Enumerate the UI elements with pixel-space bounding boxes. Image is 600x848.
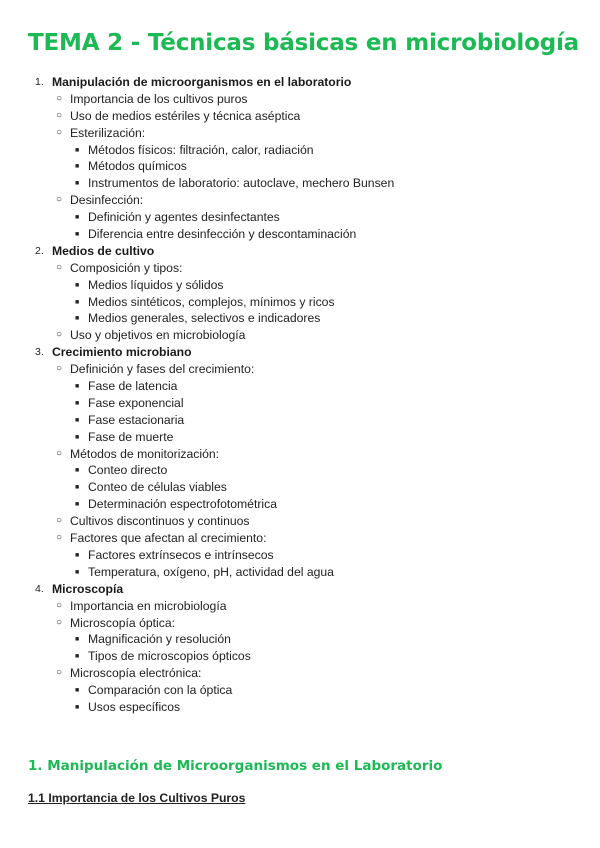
square-bullet-icon: ■ xyxy=(75,146,80,154)
outline-subitem xyxy=(0,446,600,463)
outline-detail-item xyxy=(0,209,600,226)
outline-subitem xyxy=(0,361,600,378)
square-bullet-icon: ■ xyxy=(75,467,80,475)
outline-item-text: Microscopía xyxy=(52,581,124,596)
square-bullet-icon: ■ xyxy=(75,636,80,644)
outline-section-item xyxy=(0,344,600,361)
outline-item-text: Instrumentos de laboratorio: autoclave, mechero Bunsen xyxy=(88,176,395,191)
outline-subitem xyxy=(0,108,600,125)
hollow-circle-bullet-icon: ○ xyxy=(56,599,63,611)
outline-item-text: Composición y tipos: xyxy=(70,260,183,275)
square-bullet-icon: ■ xyxy=(75,551,80,559)
outline-detail-item xyxy=(0,479,600,496)
outline-item-text: Conteo de células viables xyxy=(88,480,227,495)
outline-item-text: Crecimiento microbiano xyxy=(52,345,192,360)
square-bullet-icon: ■ xyxy=(75,687,80,695)
outline-item-text: Conteo directo xyxy=(88,463,168,478)
outline-item-text: Cultivos discontinuos y continuos xyxy=(70,514,250,529)
outline-detail-item xyxy=(0,429,600,446)
outline-item-text: Esterilización: xyxy=(70,125,146,140)
outline-item-text: Fase de latencia xyxy=(88,379,178,394)
outline-item-text: Magnificación y resolución xyxy=(88,632,231,647)
outline-subitem xyxy=(0,598,600,615)
section-heading: 1. Manipulación de Microorganismos en el Laboratorio xyxy=(28,758,443,774)
hollow-circle-bullet-icon: ○ xyxy=(56,92,63,104)
outline-item-text: Determinación espectrofotométrica xyxy=(88,497,277,512)
square-bullet-icon: ■ xyxy=(75,180,80,188)
outline-subitem xyxy=(0,665,600,682)
outline-detail-item xyxy=(0,142,600,159)
outline-detail-item xyxy=(0,395,600,412)
outline-section-item xyxy=(0,74,600,91)
outline-subitem xyxy=(0,615,600,632)
outline-item-text: Tipos de microscopios ópticos xyxy=(88,649,251,664)
square-bullet-icon: ■ xyxy=(75,214,80,222)
square-bullet-icon: ■ xyxy=(75,163,80,171)
list-number: 1. xyxy=(35,76,44,88)
outline-item-text: Diferencia entre desinfección y descontaminación xyxy=(88,227,357,242)
outline-detail-item xyxy=(0,378,600,395)
outline-detail-item xyxy=(0,310,600,327)
outline-item-text: Medios líquidos y sólidos xyxy=(88,277,224,292)
hollow-circle-bullet-icon: ○ xyxy=(56,616,63,628)
outline-item-text: Manipulación de microorganismos en el laboratorio xyxy=(52,75,352,89)
square-bullet-icon: ■ xyxy=(75,231,80,239)
square-bullet-icon: ■ xyxy=(75,568,80,576)
hollow-circle-bullet-icon: ○ xyxy=(56,194,63,206)
square-bullet-icon: ■ xyxy=(75,315,80,323)
outline-detail-item xyxy=(0,564,600,581)
outline-detail-item xyxy=(0,682,600,699)
table-of-contents-outline xyxy=(0,74,600,716)
list-number: 4. xyxy=(35,582,44,595)
outline-item-text: Importancia en microbiología xyxy=(70,598,227,613)
outline-detail-item xyxy=(0,226,600,243)
square-bullet-icon: ■ xyxy=(75,416,80,424)
outline-detail-item xyxy=(0,158,600,175)
page-title: TEMA 2 - Técnicas básicas en microbiología xyxy=(28,30,579,56)
hollow-circle-bullet-icon: ○ xyxy=(56,515,63,527)
outline-subitem xyxy=(0,91,600,108)
square-bullet-icon: ■ xyxy=(75,484,80,492)
outline-subitem xyxy=(0,260,600,277)
square-bullet-icon: ■ xyxy=(75,383,80,391)
outline-item-text: Métodos de monitorización: xyxy=(70,446,220,461)
outline-item-text: Comparación con la óptica xyxy=(88,683,233,698)
outline-subitem xyxy=(0,530,600,547)
outline-detail-item xyxy=(0,699,600,716)
outline-item-text: Factores extrínsecos e intrínsecos xyxy=(88,547,274,562)
outline-item-text: Definición y agentes desinfectantes xyxy=(88,210,280,225)
list-number: 3. xyxy=(35,346,44,359)
square-bullet-icon: ■ xyxy=(75,281,80,289)
square-bullet-icon: ■ xyxy=(75,653,80,661)
outline-item-text: Fase exponencial xyxy=(88,395,184,410)
outline-item-text: Desinfección: xyxy=(70,193,144,208)
outline-item-text: Uso de medios estériles y técnica aséptica xyxy=(70,108,301,123)
square-bullet-icon: ■ xyxy=(75,703,80,711)
outline-detail-item xyxy=(0,547,600,564)
outline-detail-item xyxy=(0,496,600,513)
outline-subitem xyxy=(0,513,600,530)
square-bullet-icon: ■ xyxy=(75,501,80,509)
outline-item-text: Definición y fases del crecimiento: xyxy=(70,362,255,377)
outline-item-text: Fase estacionaria xyxy=(88,412,185,427)
outline-detail-item xyxy=(0,462,600,479)
outline-item-text: Medios sintéticos, complejos, mínimos y ricos xyxy=(88,294,335,309)
hollow-circle-bullet-icon: ○ xyxy=(56,363,63,375)
hollow-circle-bullet-icon: ○ xyxy=(56,532,63,544)
outline-item-text: Métodos físicos: filtración, calor, radiación xyxy=(88,142,314,157)
outline-detail-item xyxy=(0,631,600,648)
square-bullet-icon: ■ xyxy=(75,433,80,441)
outline-item-text: Medios de cultivo xyxy=(52,243,155,258)
outline-item-text: Fase de muerte xyxy=(88,429,174,444)
hollow-circle-bullet-icon: ○ xyxy=(56,447,63,459)
outline-detail-item xyxy=(0,294,600,311)
outline-item-text: Factores que afectan al crecimiento: xyxy=(70,531,267,546)
outline-item-text: Uso y objetivos en microbiología xyxy=(70,328,246,343)
outline-detail-item xyxy=(0,175,600,192)
hollow-circle-bullet-icon: ○ xyxy=(56,261,63,273)
outline-subitem xyxy=(0,192,600,209)
hollow-circle-bullet-icon: ○ xyxy=(56,109,63,121)
subsection-heading: 1.1 Importancia de los Cultivos Puros xyxy=(28,791,246,805)
outline-section-item xyxy=(0,243,600,260)
hollow-circle-bullet-icon: ○ xyxy=(56,126,63,138)
outline-item-text: Importancia de los cultivos puros xyxy=(70,91,248,106)
list-number: 2. xyxy=(35,244,44,257)
outline-detail-item xyxy=(0,412,600,429)
outline-subitem xyxy=(0,125,600,142)
hollow-circle-bullet-icon: ○ xyxy=(56,667,63,679)
outline-item-text: Métodos químicos xyxy=(88,159,187,174)
outline-item-text: Microscopía electrónica: xyxy=(70,666,202,681)
square-bullet-icon: ■ xyxy=(75,298,80,306)
square-bullet-icon: ■ xyxy=(75,399,80,407)
outline-item-text: Medios generales, selectivos e indicadores xyxy=(88,311,321,326)
outline-item-text: Temperatura, oxígeno, pH, actividad del agua xyxy=(88,564,334,579)
outline-subitem xyxy=(0,327,600,344)
outline-detail-item xyxy=(0,648,600,665)
hollow-circle-bullet-icon: ○ xyxy=(56,329,63,341)
outline-section-item xyxy=(0,581,600,598)
outline-detail-item xyxy=(0,277,600,294)
outline-item-text: Usos específicos xyxy=(88,699,181,714)
outline-item-text: Microscopía óptica: xyxy=(70,615,175,630)
